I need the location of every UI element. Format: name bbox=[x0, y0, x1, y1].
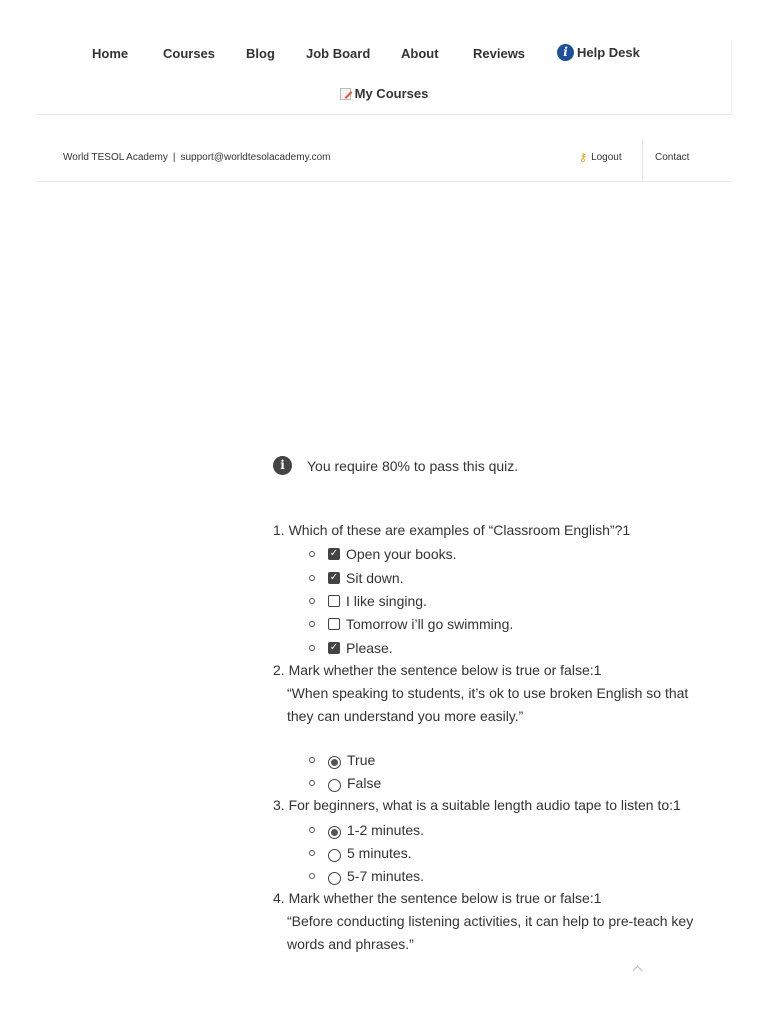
list-bullet bbox=[309, 780, 315, 786]
nav-about[interactable]: About bbox=[401, 46, 439, 61]
nav-divider bbox=[36, 114, 732, 115]
list-bullet bbox=[309, 645, 315, 651]
nav-second-row bbox=[0, 86, 768, 105]
option-label: Open your books. bbox=[346, 545, 457, 562]
q3-radio[interactable] bbox=[328, 872, 341, 885]
notepad-pencil-icon bbox=[340, 88, 351, 100]
q2-radio[interactable] bbox=[328, 756, 341, 769]
pass-requirement-text: You require 80% to pass this quiz. bbox=[307, 457, 519, 474]
nav-job-board[interactable]: Job Board bbox=[306, 46, 371, 61]
question-points: 1 bbox=[593, 662, 602, 678]
option-label: False bbox=[347, 774, 382, 791]
list-bullet bbox=[309, 575, 315, 581]
nav-help-desk-label: Help Desk bbox=[577, 45, 640, 60]
list-bullet bbox=[309, 757, 315, 763]
option-label: 5-7 minutes. bbox=[347, 867, 425, 884]
contact-link[interactable]: Contact bbox=[655, 152, 690, 163]
q3-radio[interactable] bbox=[328, 849, 341, 862]
q3-option bbox=[309, 818, 424, 841]
option-label: True bbox=[347, 751, 376, 768]
list-bullet bbox=[309, 850, 315, 856]
q1-option bbox=[309, 566, 404, 589]
q1-checkbox[interactable]: ✓ bbox=[329, 641, 339, 653]
chevron-up-icon[interactable] bbox=[632, 963, 644, 975]
q1-option bbox=[309, 542, 457, 565]
info-circle-icon: i bbox=[557, 44, 574, 61]
nav-home[interactable]: Home bbox=[92, 46, 129, 61]
key-icon: ⚷ bbox=[579, 151, 588, 164]
question-points: 1 bbox=[673, 797, 681, 813]
topbar-contact-info bbox=[63, 152, 331, 163]
question-number: 1. bbox=[273, 522, 285, 538]
list-bullet bbox=[309, 827, 315, 833]
question-text: Mark whether the sentence below is true or false: bbox=[288, 890, 594, 906]
option-label: 1-2 minutes. bbox=[347, 821, 425, 838]
option-label: Tomorrow i’ll go swimming. bbox=[346, 615, 514, 632]
question-text: Which of these are examples of “Classroom English”? bbox=[288, 522, 623, 538]
q3-option bbox=[309, 841, 412, 864]
question-1 bbox=[273, 519, 713, 542]
nav-help-desk[interactable] bbox=[557, 44, 640, 61]
question-number: 4. bbox=[273, 890, 285, 906]
org-name: World TESOL Academy bbox=[63, 152, 168, 163]
nav-courses[interactable]: Courses bbox=[163, 46, 216, 61]
q2-option bbox=[309, 748, 375, 771]
question-statement: “When speaking to students, it’s ok to use broken English so that they can understand you more easily.” bbox=[287, 685, 689, 724]
q1-checkbox[interactable] bbox=[328, 618, 340, 630]
option-label: Sit down. bbox=[346, 569, 404, 586]
option-label: I like singing. bbox=[346, 592, 427, 609]
topbar-separator: | bbox=[172, 152, 176, 163]
support-email[interactable]: support@worldtesolacademy.com bbox=[180, 152, 331, 163]
question-2 bbox=[273, 659, 713, 728]
list-bullet bbox=[309, 598, 315, 604]
q1-option bbox=[309, 589, 427, 612]
question-points: 1 bbox=[622, 522, 631, 538]
question-points: 1 bbox=[593, 890, 602, 906]
option-label: Please. bbox=[346, 639, 393, 656]
nav-my-courses-label: My Courses bbox=[354, 86, 429, 101]
topbar-bottom-divider bbox=[36, 181, 732, 182]
q3-option bbox=[309, 864, 424, 887]
q2-radio[interactable] bbox=[328, 779, 341, 792]
question-4 bbox=[273, 887, 713, 956]
option-label: 5 minutes. bbox=[347, 844, 412, 861]
nav-blog[interactable]: Blog bbox=[246, 46, 275, 61]
logout-link[interactable] bbox=[579, 152, 622, 163]
q1-option bbox=[309, 612, 513, 635]
question-statement: “Before conducting listening activities, it can help to pre-teach key words and phrases.” bbox=[287, 913, 694, 952]
info-icon: i bbox=[273, 456, 292, 475]
q3-radio[interactable] bbox=[328, 826, 341, 839]
q2-option bbox=[309, 771, 381, 794]
logout-label: Logout bbox=[591, 152, 622, 163]
question-3 bbox=[273, 794, 713, 817]
nav-my-courses[interactable] bbox=[340, 86, 429, 101]
list-bullet bbox=[309, 621, 315, 627]
question-number: 2. bbox=[273, 662, 285, 678]
question-text: For beginners, what is a suitable length audio tape to listen to: bbox=[288, 797, 674, 813]
question-number: 3. bbox=[273, 797, 285, 813]
q1-option bbox=[309, 636, 393, 659]
q1-checkbox[interactable]: ✓ bbox=[329, 547, 339, 559]
nav-reviews[interactable]: Reviews bbox=[473, 46, 526, 61]
q1-checkbox[interactable] bbox=[328, 595, 340, 607]
topbar-divider bbox=[642, 138, 643, 181]
q1-checkbox[interactable]: ✓ bbox=[329, 571, 339, 583]
quiz-pass-requirement bbox=[273, 456, 518, 475]
list-bullet bbox=[309, 551, 315, 557]
main-nav bbox=[0, 46, 768, 68]
question-text: Mark whether the sentence below is true or false: bbox=[288, 662, 594, 678]
list-bullet bbox=[309, 873, 315, 879]
